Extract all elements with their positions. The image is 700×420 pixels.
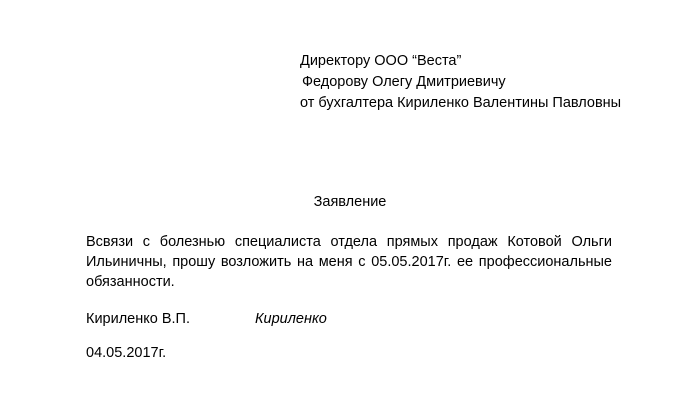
document-title-text: Заявление	[313, 194, 387, 210]
document-date: 04.05.2017г.	[86, 345, 167, 361]
signatory-name: Кириленко В.П.	[86, 311, 190, 327]
addressee-director-line: Директору ООО “Веста”	[300, 53, 462, 69]
addressee-name-line: Федорову Олегу Дмитриевичу	[302, 74, 506, 90]
addressee-block	[300, 51, 690, 114]
addressee-from-line: от бухгалтера Кириленко Валентины Павловны	[300, 95, 622, 111]
statement-body: Всвязи с болезнью специалиста отдела прямых продаж Котовой Ольги Ильиничны, прошу возложить на меня с 05.05.2017г. ее профессиональные обязанности.	[86, 234, 612, 290]
document-title	[0, 192, 700, 213]
signature: Кириленко	[255, 311, 327, 327]
